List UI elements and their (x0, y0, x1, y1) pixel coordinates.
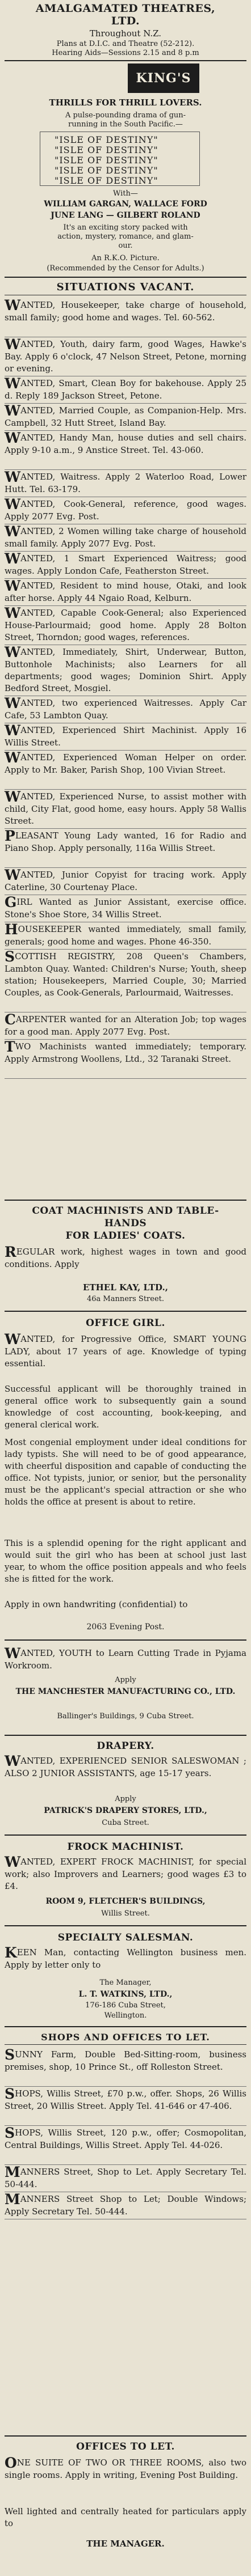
classified-ad (5, 2127, 246, 2151)
classified-ad (5, 2088, 246, 2112)
ad-text: IRL Wanted as Junior Assistant, exercise office. Stone's Shoe Store, 34 Willis Street. (5, 897, 246, 920)
ad-text: ANTED, 1 Smart Experienced Waitress; good wages. Apply London Cafe, Featherston Street. (5, 553, 246, 576)
ad-text: ANTED, Housekeeper, take charge of household, small family; good home and wages. Tel. 60-562. (5, 300, 246, 323)
drapery-bottom-rule (5, 1834, 246, 1836)
ad-text: LEASANT Young Lady wanted, 16 for Radio and Piano Shop. Apply personally, 116a Willis Street. (5, 831, 246, 853)
ad-text: ARPENTER wanted for an Alteration Job; top wages for a good man. Apply 2077 Evg. Post. (5, 1014, 246, 1037)
specialty-initial: K (5, 1944, 17, 1961)
shops-heading: SHOPS AND OFFICES TO LET. (41, 2032, 210, 2043)
ad-initial: W (5, 523, 21, 540)
ad-text: UNNY Farm, Double Bed-Sitting-room, business premises, shop, 10 Prince St., off Rolleston Street. (5, 2049, 246, 2072)
offices-text: NE SUITE OF TWO OR THREE ROOMS, also two single rooms. Apply in writing, Evening Post Building. (5, 2458, 246, 2480)
ad-text: ANTED, Experienced Nurse, to assist mother with child, City Flat, good home, easy hours. Apply 58 Wallis Street. (5, 791, 246, 826)
classified-ad (5, 948, 246, 999)
classified-ad (5, 646, 246, 694)
officegirl-text-1: ANTED, for Progressive Office, SMART YOUNG LADY, about 17 years of age. Knowledge of typing essential. (5, 1334, 246, 1368)
coat-text: EGULAR work, highest wages in town and good conditions. Apply (5, 1247, 246, 1269)
ad-separator (5, 1078, 246, 1079)
classified-ad (5, 299, 246, 324)
ad-separator (5, 605, 246, 606)
classified-ad (5, 580, 246, 604)
kings-censor: (Recommended by the Censor for Adults.) (47, 264, 204, 273)
coat-bottom-rule (5, 1311, 246, 1312)
ad-initial: S (5, 2047, 15, 2063)
classified-ad (5, 432, 246, 456)
frock-text: ANTED, EXPERT FROCK MACHINIST, for special work; also Improvers and Learners; good wages £3 to £4. (5, 1857, 246, 1891)
frock-body (5, 1856, 246, 1892)
classified-ad (5, 896, 246, 921)
frock-heading: FROCK MACHINIST. (67, 1841, 184, 1853)
offices-body (5, 2457, 246, 2481)
classified-ad (5, 550, 246, 577)
ad-separator (5, 469, 246, 470)
ad-initial: H (5, 921, 18, 938)
situations-heading: SITUATIONS VACANT. (56, 281, 195, 293)
ad-initial: W (5, 722, 21, 739)
specialty-body (5, 1944, 246, 1971)
ad-text: ANTED, Capable Cook-General; also Experienced House-Parlourmaid; good home. Apply 28 Bolton Street, Thorndon; good wages, references. (5, 608, 246, 642)
offices-top-rule (5, 2435, 246, 2437)
ad-initial: W (5, 749, 21, 766)
ad-separator (5, 578, 246, 579)
ad-initial: M (5, 2164, 20, 2180)
isle-of-destiny-2: "ISLE OF DESTINY" (55, 145, 158, 155)
ad-text: ANTED, Experienced Shirt Machinist. Apply 16 Willis Street. (5, 725, 246, 748)
ad-text: ANTED, Waitress. Apply 2 Waterloo Road, Lower Hutt. Tel. 63-179. (5, 472, 246, 494)
ad-initial: W (5, 496, 21, 512)
specialty-text: EEN Man, contacting Wellington business men. Apply by letter only to (5, 1947, 246, 1970)
offices-body-2: Well lighted and centrally heated for particulars apply to (5, 2506, 246, 2528)
ad-text: ANTED, two experienced Waitresses. Apply Car Cafe, 53 Lambton Quay. (5, 698, 246, 721)
classified-ad (5, 471, 246, 495)
ad-separator (5, 551, 246, 552)
ad-initial: W (5, 336, 21, 353)
classified-ad (5, 923, 246, 948)
coat-body (5, 1246, 246, 1270)
classified-ad (5, 749, 246, 776)
ad-initial: W (5, 605, 21, 621)
ad-initial: W (5, 430, 21, 446)
ad-separator (5, 949, 246, 950)
specialty-to: The Manager, (99, 1978, 152, 1987)
specialty-firm: L. T. WATKINS, LTD., (78, 1990, 173, 1999)
kings-cast-1: WILLIAM GARGAN, WALLACE FORD (44, 200, 207, 209)
kings-desc-2: action, mystery, romance, and glam- (57, 232, 194, 241)
ad-initial: W (5, 867, 21, 883)
officegirl-body-4: This is a splendid opening for the right applicant and would suit the girl who has been at school just last year, to whom the office position appeals and who feels she is fitted for the work. (5, 1538, 246, 1584)
youth-text: ANTED, YOUTH to Learn Cutting Trade in Pyjama Workroom. (5, 1648, 246, 1671)
ad-initial: C (5, 1011, 16, 1028)
drapery-body (5, 1755, 246, 1780)
classified-ad (5, 523, 246, 550)
officegirl-heading: OFFICE GIRL. (86, 1317, 165, 1329)
ad-separator (5, 1039, 246, 1040)
ad-initial: S (5, 948, 15, 965)
youth-body (5, 1647, 246, 1672)
frock-initial: W (5, 1854, 21, 1870)
youth-apply: Apply (115, 1676, 136, 1684)
classified-ad (5, 791, 246, 827)
kings-with: With— (113, 189, 138, 198)
ad-initial: S (5, 2125, 15, 2141)
kings-desc-1: It's an exciting story packed with (63, 223, 188, 232)
classified-ad (5, 375, 246, 402)
isle-of-destiny-5: "ISLE OF DESTINY" (55, 175, 158, 186)
ad-text: ANTED, Immediately, Shirt, Underwear, Button, Buttonhole Machinists; also Learners for all departments; good wages; Dominion Shirt. Apply Bedford Street, Mosgiel. (5, 647, 246, 693)
ad-separator (5, 750, 246, 751)
officegirl-box-ref: 2063 Evening Post. (86, 1622, 165, 1632)
ad-initial: W (5, 469, 21, 485)
ad-initial: W (5, 550, 21, 567)
offices-initial: O (5, 2455, 17, 2471)
officegirl-initial: W (5, 1331, 21, 1348)
coat-initial: R (5, 1244, 16, 1260)
isle-of-destiny-3: "ISLE OF DESTINY" (55, 155, 158, 166)
ad-text: ANTED, 2 Women willing take charge of household small family. Apply 2077 Evg. Post. (5, 526, 246, 549)
ad-separator (5, 789, 246, 790)
ad-initial: P (5, 828, 15, 844)
shops-underline (5, 2044, 246, 2045)
ad-initial: T (5, 1039, 15, 1055)
ad-separator (5, 828, 246, 829)
specialty-bottom-rule (5, 2026, 246, 2027)
officegirl-body-3: Most congenial employment under ideal conditions for lady typists. She will need to be of good appearance, with cheerful disposition and capable of conducting the office. Not typists, junior, or senior, but the personality must be the applicant's special attraction or she who holds the office at present is about to retire. (5, 1437, 246, 1507)
classified-ad (5, 1041, 246, 1065)
classified-ad (5, 1011, 246, 1038)
ad-separator (5, 867, 246, 868)
classified-ad (5, 2166, 246, 2191)
kings-tagline-1: A pulse-pounding drama of gun- (65, 111, 186, 120)
ad-initial: W (5, 789, 21, 805)
classified-ad (5, 697, 246, 722)
ad-initial: S (5, 2086, 15, 2102)
frock-address: Willis Street. (101, 1909, 150, 1918)
officegirl-bottom-rule (5, 1639, 246, 1641)
ad-separator (5, 2164, 246, 2165)
classified-ad (5, 402, 246, 429)
ad-text: OUSEKEEPER wanted immediately, small family, generals; good home and wages. Phone 46-350. (5, 924, 246, 947)
ad-text: ANNERS Street, Shop to Let. Apply Secretary Tel. 50-444. (5, 2167, 246, 2189)
classified-ad (5, 2049, 246, 2073)
ad-initial: W (5, 644, 21, 660)
ad-text: ANTED, Handy Man, house duties and sell chairs. Apply 9-10 a.m., 9 Anstice Street. Tel. 43-060. (5, 433, 246, 455)
header-divider (5, 60, 246, 61)
kings-logo: KING'S (128, 63, 199, 93)
throughout-line: Throughout N.Z. (89, 28, 162, 39)
ad-initial: W (5, 578, 21, 594)
classified-ad (5, 338, 246, 375)
ad-initial: W (5, 695, 21, 711)
offices-heading: OFFICES TO LET. (76, 2441, 175, 2452)
classified-ad (5, 830, 246, 854)
ad-text: HOPS, Willis Street, 120 p.w., offer; Cosmopolitan, Central Buildings, Willis Street. Apply Tel. 44-026. (5, 2128, 246, 2150)
ad-text: ANTED, Cook-General, reference, good wages. Apply 2077 Evg. Post. (5, 499, 246, 522)
ad-text: COTTISH REGISTRY, 208 Queen's Chambers, Lambton Quay. Wanted: Children's Nurse; Youth, sheep station; Housekeepers, Married Couple, 30; Married Couples, as Cook-Generals, Parlourmaid, Waitresses. (5, 951, 246, 998)
specialty-address-2: Wellington. (104, 2011, 147, 2020)
ad-separator (5, 430, 246, 431)
isle-of-destiny-1: "ISLE OF DESTINY" (55, 134, 158, 145)
officegirl-body-1 (5, 1333, 246, 1370)
classified-ad (5, 607, 246, 643)
plans-line: Plans at D.I.C. and Theatre (52-212). (56, 40, 195, 48)
youth-address: Ballinger's Buildings, 9 Cuba Street. (57, 1712, 194, 1721)
drapery-heading: DRAPERY. (97, 1740, 154, 1752)
company-suffix: LTD. (111, 15, 140, 27)
coat-address: 46a Manners Street. (86, 1295, 165, 1303)
drapery-firm: PATRICK'S DRAPERY STORES, LTD., (44, 1806, 207, 1815)
coat-heading-2: HANDS (104, 1218, 147, 1229)
ad-separator (5, 2086, 246, 2087)
youth-firm: THE MANCHESTER MANUFACTURING CO., LTD. (15, 1687, 236, 1696)
ad-initial: W (5, 375, 21, 392)
ad-initial: G (5, 894, 17, 910)
specialty-heading: SPECIALTY SALESMAN. (57, 1932, 194, 1943)
ad-text: ANTED, Junior Copyist for tracing work. Apply Caterline, 30 Courtenay Place. (5, 870, 246, 892)
hearing-line: Hearing Aids—Sessions 2.15 and 8 p.m (52, 49, 199, 57)
ad-text: ANTED, Youth, dairy farm, good Wages, Hawke's Bay. Apply 6 o'clock, 47 Nelson Street, Petone, morning or evening. (5, 339, 246, 374)
ad-separator (5, 403, 246, 404)
officegirl-body-5: Apply in own handwriting (confidential) to (5, 1599, 188, 1609)
ad-text: ANTED, Married Couple, as Companion-Help. Mrs. Campbell, 32 Hutt Street, Island Bay. (5, 405, 246, 428)
ad-text: ANTED, Resident to mind house, Otaki, and look after horse. Apply 44 Ngaio Road, Kelburn. (5, 581, 246, 603)
kings-tagline-2: running in the South Pacific.— (68, 120, 183, 129)
classified-ad (5, 869, 246, 893)
classified-ad (5, 2193, 246, 2218)
youth-bottom-rule (5, 1735, 246, 1736)
kings-desc-3: our. (118, 242, 133, 250)
coat-firm: ETHEL KAY, LTD., (83, 1282, 168, 1293)
kings-picture: An R.K.O. Picture. (91, 254, 160, 262)
kings-divider (5, 277, 246, 278)
officegirl-body-2: Successful applicant will be thoroughly trained in general office work to subsequently gain a sound knowledge of cost accounting, book-keeping, and general clerical work. (5, 1384, 246, 1430)
drapery-text: ANTED, EXPERIENCED SENIOR SALESWOMAN ; ALSO 2 JUNIOR ASSISTANTS, age 15-17 years. (5, 1756, 246, 1778)
ad-text: ANTED, Smart, Clean Boy for bakehouse. Apply 25 d. Reply 189 Jackson Street, Petone. (5, 378, 246, 401)
classified-ad (5, 498, 246, 523)
classified-ad (5, 724, 246, 749)
coat-heading-1: COAT MACHINISTS AND TABLE- (32, 1205, 219, 1217)
drapery-initial: W (5, 1753, 21, 1769)
isle-of-destiny-4: "ISLE OF DESTINY" (55, 165, 158, 176)
ad-text: WO Machinists wanted immediately; temporary. Apply Armstrong Woollens, Ltd., 32 Taranaki Street. (5, 1041, 246, 1064)
frock-room: ROOM 9, FLETCHER'S BUILDINGS, (45, 1897, 206, 1906)
coat-heading-3: FOR LADIES' COATS. (65, 1230, 186, 1242)
specialty-address-1: 176-186 Cuba Street, (85, 2001, 166, 2010)
ad-text: ANNERS Street Shop to Let; Double Windows; Apply Secretary Tel. 50-444. (5, 2194, 246, 2217)
youth-initial: W (5, 1645, 21, 1662)
kings-cast-2: JUNE LANG — GILBERT ROLAND (51, 211, 200, 220)
ad-initial: M (5, 2191, 20, 2208)
ad-text: HOPS, Willis Street, £70 p.w., offer. Shops, 26 Willis Street, 20 Willis Street. Apply Tel. 41-646 or 47-406. (5, 2088, 246, 2111)
drapery-address: Cuba Street. (102, 1819, 149, 1827)
company-name: AMALGAMATED THEATRES, (35, 2, 216, 15)
coat-top-rule (5, 1200, 246, 1201)
offices-manager: THE MANAGER. (86, 2539, 165, 2549)
drapery-apply: Apply (115, 1795, 136, 1803)
ad-initial: W (5, 402, 21, 419)
frock-bottom-rule (5, 1925, 246, 1926)
ad-text: ANTED, Experienced Woman Helper on order. Apply to Mr. Baker, Parish Shop, 100 Vivian Street. (5, 752, 246, 775)
ad-separator (5, 2125, 246, 2126)
kings-headline: THRILLS FOR THRILL LOVERS. (49, 98, 202, 108)
ad-initial: W (5, 297, 21, 313)
